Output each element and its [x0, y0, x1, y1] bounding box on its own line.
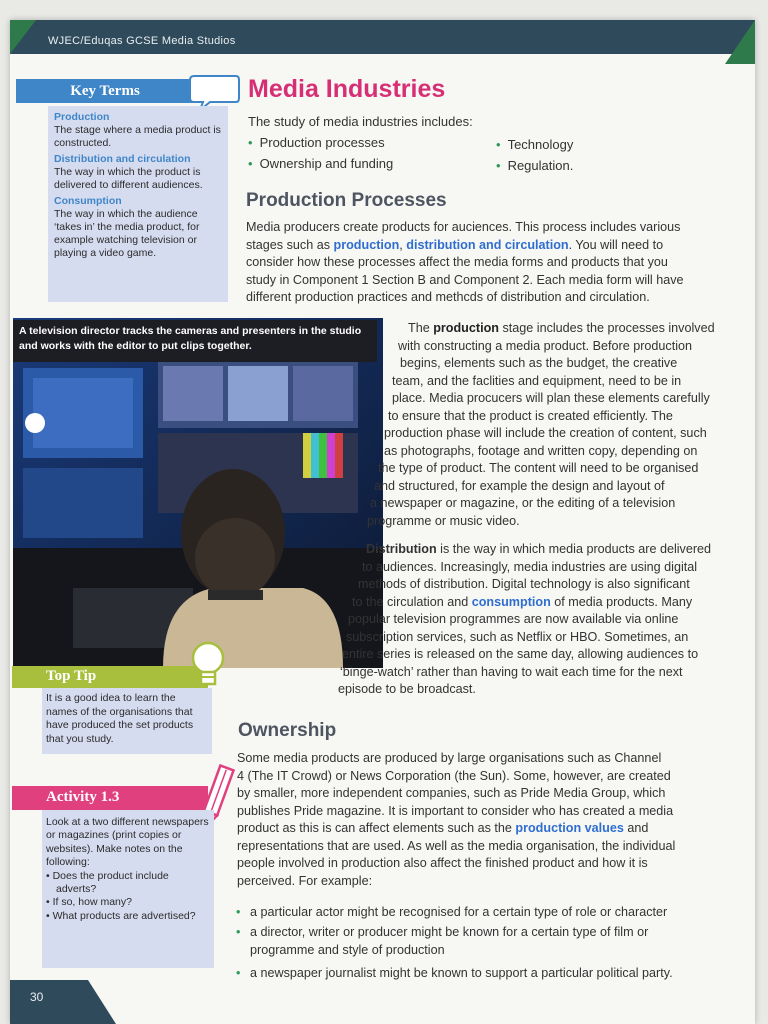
list-item: • Technology: [496, 137, 574, 152]
header-title: WJEC/Eduqas GCSE Media Studios: [48, 35, 236, 47]
ownership-paragraph: [237, 750, 747, 890]
photo-caption: A television director tracks the cameras and presenters in the studio and works with the editor to put clips together.: [13, 320, 377, 362]
list-item: • a newspaper journalist might be known to support a particular political party.: [236, 966, 673, 980]
text-line: begins, elements such as the budget, the creative: [400, 356, 678, 370]
text-line: study in Component 1 Section B and Component 2. Each media form will have: [246, 272, 684, 287]
production-paragraph-2: [10, 320, 755, 530]
list-item: • Does the product include adverts?: [46, 869, 169, 896]
text-line: subscription services, such as Netflix or HBO. Sometimes, an: [346, 629, 689, 644]
intro-text: The study of media industries includes:: [248, 114, 473, 129]
key-term-definition: The way in which the product is delivered to different audiences.: [54, 166, 203, 191]
page-number: 30: [30, 990, 44, 1004]
key-term-definition: The stage where a media product is constructed.: [54, 124, 221, 149]
activity-heading: Activity 1.3: [12, 786, 208, 810]
text-line: place. Media procucers will plan these elements carefully: [392, 391, 710, 405]
text-line: entire series is released on the same day, allowing audiences to: [342, 647, 699, 661]
section-heading-production: Production Processes: [246, 190, 447, 211]
key-term: Production: [54, 111, 110, 123]
text-line: people involved in production also affect the finished product and how it is: [237, 856, 648, 870]
bold-term: Distribution: [366, 542, 437, 556]
footer-band: [10, 980, 88, 1024]
key-terms-heading: Key Terms: [16, 79, 194, 103]
highlight-term: production values: [515, 821, 624, 835]
text-line: methods of distribution. Digital technology is also significant: [358, 577, 690, 591]
list-item: • Production processes: [248, 135, 385, 150]
highlight-term: consumption: [471, 594, 551, 609]
footer-accent: [88, 980, 116, 1024]
text-line: Media producers create products for auciences. This process includes various: [246, 220, 681, 234]
page-title: Media Industries: [248, 75, 446, 103]
text-line: team, and the faclities and equipment, need to be in: [392, 373, 682, 388]
text-line: ‘binge-watch’ rather than having to wait each time for the next: [340, 664, 683, 679]
text-line: a newspaper or magazine, or the editing of a television: [370, 496, 676, 510]
list-item: • Ownership and funding: [248, 156, 394, 171]
textbook-page: [10, 20, 755, 1024]
lightbulb-icon: [188, 640, 228, 692]
key-term: Distribution and circulation: [54, 153, 191, 165]
list-item: • a director, writer or producer might be known for a certain type of film or programme and style of production: [236, 925, 649, 957]
text-line: to ensure that the product is created efficiently. The: [388, 408, 673, 423]
list-item: • Regulation.: [496, 158, 574, 173]
bold-term: production: [433, 321, 499, 335]
highlight-term: distribution and circulation: [406, 237, 569, 252]
production-paragraph-1: [246, 219, 746, 307]
list-item: • If so, how many?: [46, 896, 132, 909]
activity-box: [42, 810, 214, 968]
section-heading-ownership: Ownership: [238, 720, 337, 741]
key-term: Consumption: [54, 195, 122, 207]
top-tip-heading: Top Tip: [12, 666, 208, 688]
text-line: stages such as production, distribution and circulation. You will need to: [246, 237, 664, 252]
text-line: different production practices and methcds of distribution and circulation.: [246, 290, 650, 304]
text-line: programme or music video.: [367, 513, 520, 528]
text-line: production phase will include the creation of content, such: [384, 426, 707, 440]
text-line: 4 (The IT Crowd) or News Corporation (the Sun). Some, however, are created: [237, 768, 671, 783]
text-line: Distribution is the way in which media products are delivered: [366, 542, 712, 556]
text-line: popular television programmes are now available via online: [348, 612, 679, 626]
activity-instructions: Look at a two different newspapers or magazines (print copies or websites). Make notes on the following:: [46, 816, 209, 869]
text-line: to audiences. Increasingly, media industries are using digital: [362, 559, 698, 574]
text-line: episode to be broadcast.: [338, 682, 476, 696]
text-line: to the circulation and consumption of media products. Many: [352, 594, 693, 609]
text-line: and structured, for example the design and layout of: [374, 478, 665, 493]
text-line: perceived. For example:: [237, 873, 373, 888]
text-line: publishes Pride magazine. It is important to consider who has created a media: [237, 803, 674, 818]
text-line: consider how these processes affect the media forms and products that you: [246, 255, 668, 269]
text-line: by smaller, more independent companies, such as Pride Media Group, which: [237, 786, 666, 800]
highlight-term: production: [333, 237, 400, 252]
text-line: as photographs, footage and written copy, depending on: [384, 443, 698, 458]
list-item: • a particular actor might be recognised for a certain type of role or character: [236, 905, 668, 919]
list-item: • What products are advertised?: [46, 909, 196, 922]
key-terms-list: [48, 106, 228, 302]
top-tip-text: It is a good idea to learn the names of the organisations that have produced the set products that you study.: [42, 688, 212, 754]
header-accent-left: [10, 20, 36, 54]
text-line: Some media products are produced by large organisations such as Channel: [237, 751, 662, 765]
key-term-definition: The way in which the audience ‘takes in’ the media product, for example watching television or playing a video game.: [54, 208, 200, 259]
text-line: The production stage includes the processes involved: [408, 321, 715, 335]
header-accent-right: [725, 20, 755, 64]
text-line: representations that are used. As well as the media organisation, the individual: [237, 838, 676, 853]
text-line: with constructing a media product. Before production: [398, 338, 693, 353]
text-line: the type of product. The content will need to be organised: [378, 461, 699, 475]
text-line: product as this is can affect elements such as the production values and: [237, 821, 649, 835]
